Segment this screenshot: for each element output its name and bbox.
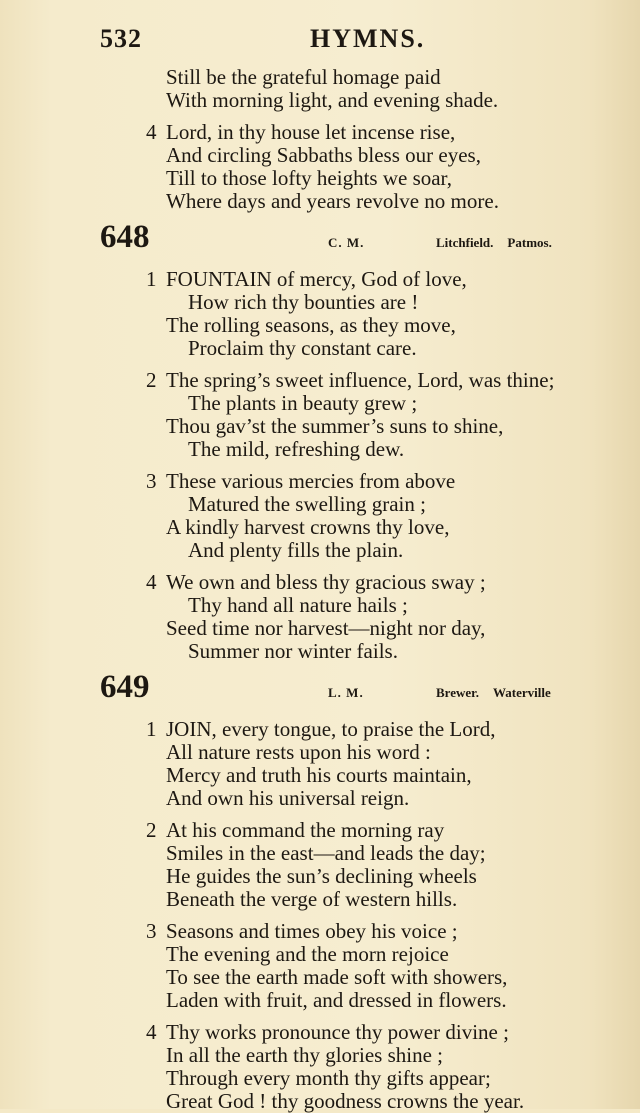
verse-line: A kindly harvest crowns thy love, [166,515,450,539]
verse-line: In all the earth thy glories shine ; [166,1043,444,1067]
stanza [100,718,610,810]
hymn [100,669,610,1113]
hymn-heading [100,219,610,259]
verse-line: Matured the swelling grain ; [188,492,426,516]
stanza-number: 4 [146,1020,157,1044]
verse-line: The evening and the morn rejoice [166,942,449,966]
verse-text: Seasons and times obey his voice ; [166,919,458,943]
verse-line: Proclaim thy constant care. [188,336,417,360]
running-title: HYMNS. [310,24,426,53]
verse-line: Great God ! thy goodness crowns the year. [166,1089,525,1113]
verse-line: Summer nor winter fails. [188,639,398,663]
verse-line: Thy hand all nature hails ; [188,593,408,617]
page-header [100,24,600,58]
stanza-number: 3 [146,919,157,943]
verse-line: And plenty fills the plain. [188,538,404,562]
verse-line: Smiles in the east—and leads the day; [166,841,486,865]
verse-line: And own his universal reign. [166,786,410,810]
verse-line [100,718,610,741]
verse-line: He guides the sun’s declining wheels [166,864,477,888]
stanza [100,1021,610,1113]
verse-line: How rich thy bounties are ! [188,290,419,314]
stanza-number: 4 [146,120,157,144]
stanza [100,571,610,663]
verse-line: All nature rests upon his word : [166,740,431,764]
tune-name: Litchfield. [436,235,494,250]
verse-line: Till to those lofty heights we soar, [166,166,452,190]
verse-text: Lord, in thy house let incense rise, [166,120,456,144]
verse-line: Where days and years revolve no more. [166,189,499,213]
verse-line [100,121,610,144]
verse-line: Beneath the verge of western hills. [166,887,458,911]
hymn-heading [100,669,610,709]
hymn-number: 648 [100,219,150,255]
verse-line: Seed time nor harvest—night nor day, [166,616,486,640]
tune-name: Patmos. [507,235,552,250]
verse-line [100,819,610,842]
verse-line: With morning light, and evening shade. [166,88,499,112]
verse-line: Through every month thy gifts appear; [166,1066,491,1090]
verse-text: FOUNTAIN of mercy, God of love, [166,267,467,291]
verse-line [100,369,610,392]
stanza [100,819,610,911]
verse-line [100,571,610,594]
verse-line: Thou gav’st the summer’s suns to shine, [166,414,504,438]
tune-name: Brewer. [436,685,479,700]
stanza-number: 2 [146,818,157,842]
stanza-number: 3 [146,469,157,493]
verse-text: We own and bless thy gracious sway ; [166,570,486,594]
verse-line: The rolling seasons, as they move, [166,313,456,337]
verse-text: JOIN, every tongue, to praise the Lord, [166,717,496,741]
verse-line: Laden with fruit, and dressed in flowers. [166,988,507,1012]
verse-text: The spring’s sweet influence, Lord, was thine; [166,368,555,392]
stanza-number: 4 [146,570,157,594]
page-number: 532 [100,24,142,53]
verse-text: These various mercies from above [166,469,456,493]
hymn-meter: C. M. [328,235,365,250]
stanza-number: 1 [146,717,157,741]
hymn-meter: L. M. [328,685,364,700]
verse-line: Mercy and truth his courts maintain, [166,763,472,787]
verse-line [100,268,610,291]
verse-text: Thy works pronounce thy power divine ; [166,1020,509,1044]
tune-name: Waterville [492,685,551,700]
stanza [100,66,610,112]
verse-text: At his command the morning ray [166,818,445,842]
verse-line: To see the earth made soft with showers, [166,965,508,989]
verse-line [100,470,610,493]
tune-names [436,685,551,701]
stanza [100,268,610,360]
stanza-number: 2 [146,368,157,392]
hymn-continued [100,66,610,213]
stanza [100,920,610,1012]
hymn-number: 649 [100,669,150,705]
tune-names [436,235,552,251]
verse-line [100,920,610,943]
stanza [100,369,610,461]
verse-line [100,1021,610,1044]
hymn [100,219,610,663]
verse-line: Still be the grateful homage paid [166,65,441,89]
verse-line: The mild, refreshing dew. [188,437,405,461]
stanza-number: 1 [146,267,157,291]
page-content [100,66,610,1113]
verse-line: And circling Sabbaths bless our eyes, [166,143,481,167]
verse-line: The plants in beauty grew ; [188,391,418,415]
stanza [100,470,610,562]
stanza [100,121,610,213]
